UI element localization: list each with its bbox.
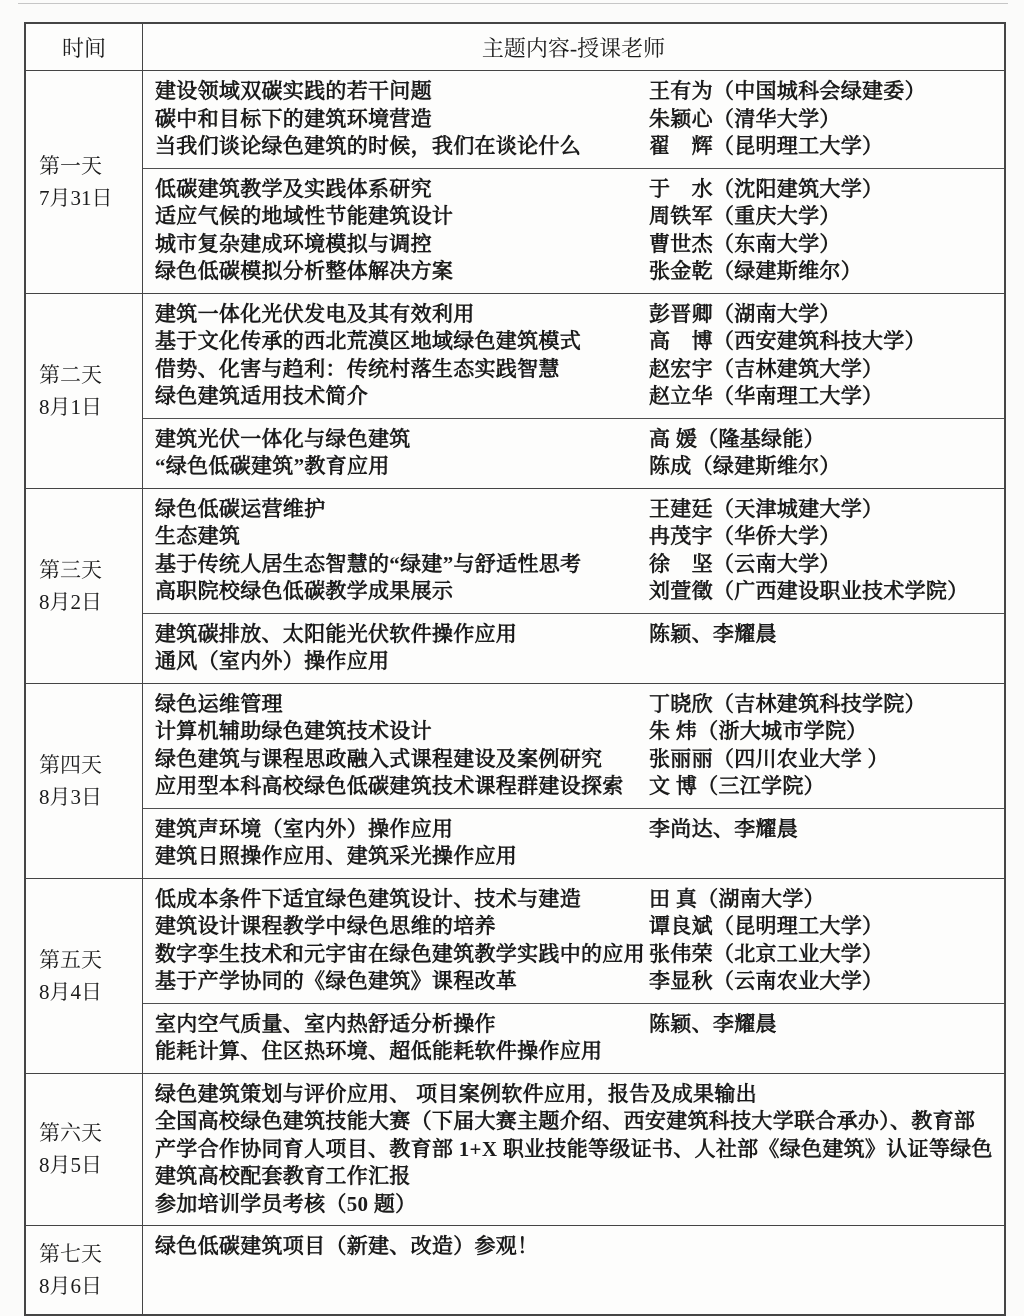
topic-text: 生态建筑 <box>155 524 241 548</box>
topic-text: 低碳建筑教学及实践体系研究 <box>155 176 432 201</box>
day-content <box>143 71 1004 293</box>
day-content <box>143 684 1004 878</box>
schedule-line <box>155 301 994 329</box>
table-header-row <box>26 24 1004 70</box>
session-block <box>143 613 1004 683</box>
session-block <box>143 1226 1004 1268</box>
session-block <box>143 1074 1004 1226</box>
day-date: 8月5日 <box>39 1153 102 1178</box>
topic-text: 应用型本科高校绿色低碳建筑技术课程群建设探索 <box>155 774 624 798</box>
teacher-text: 高 博（西安建筑科技大学） <box>649 329 926 353</box>
day-label <box>26 684 143 878</box>
session-block <box>143 489 1004 613</box>
topic-text: 基于传统人居生态智慧的“绿建”与舒适性思考 <box>155 551 582 576</box>
day-date: 8月2日 <box>39 589 102 614</box>
teacher-text: 张伟荣（北京工业大学） <box>649 941 884 966</box>
teacher-text: 彭晋卿（湖南大学） <box>649 301 841 326</box>
training-schedule-table <box>24 22 1006 1316</box>
day-content <box>143 489 1004 683</box>
topic-text: 建筑声环境（室内外）操作应用 <box>155 816 454 841</box>
day-name: 第三天 <box>39 557 102 582</box>
day-label <box>26 1226 143 1314</box>
teacher-text: 朱颖心（清华大学） <box>649 106 841 131</box>
schedule-line <box>155 453 994 481</box>
schedule-line <box>155 1108 994 1191</box>
schedule-line <box>155 1081 994 1109</box>
schedule-line <box>155 718 994 746</box>
topic-text: 当我们谈论绿色建筑的时候，我们在谈论什么 <box>155 134 581 158</box>
topic-text: 基于产学协同的《绿色建筑》课程改革 <box>155 969 518 993</box>
schedule-line <box>155 106 994 134</box>
teacher-text: 文 博（三江学院） <box>649 774 825 798</box>
session-block <box>143 418 1004 488</box>
topic-text: 参加培训学员考核（50 题） <box>155 1191 417 1216</box>
topic-text: 低成本条件下适宜绿色建筑设计、技术与建造 <box>155 886 581 911</box>
page-top-rule <box>18 3 1008 4</box>
teacher-text: 刘萱徵（广西建设职业技术学院） <box>649 579 969 603</box>
teacher-text: 王有为（中国城科会绿建委） <box>649 79 926 103</box>
day-label <box>26 71 143 293</box>
schedule-line <box>155 176 994 204</box>
schedule-line <box>155 203 994 231</box>
teacher-text: 于 水（沈阳建筑大学） <box>649 176 884 201</box>
session-block <box>143 1003 1004 1073</box>
day-row <box>26 293 1004 488</box>
teacher-text: 王建廷（天津城建大学） <box>649 496 884 521</box>
teacher-text: 翟 辉（昆明理工大学） <box>649 134 884 158</box>
teacher-text: 李显秋（云南农业大学） <box>649 969 884 993</box>
schedule-line <box>155 551 994 579</box>
schedule-line <box>155 913 994 941</box>
schedule-line <box>155 773 994 801</box>
topic-text: 建筑设计课程教学中绿色思维的培养 <box>155 914 496 938</box>
teacher-text: 赵立华（华南理工大学） <box>649 384 884 408</box>
schedule-line <box>155 1233 994 1261</box>
schedule-line <box>155 133 994 161</box>
teacher-text: 徐 坚（云南大学） <box>649 551 841 576</box>
session-block <box>143 684 1004 808</box>
topic-text: 绿色运维管理 <box>155 691 283 716</box>
session-block <box>143 294 1004 418</box>
table-body <box>26 70 1004 1314</box>
day-name: 第一天 <box>39 153 102 178</box>
schedule-line <box>155 1191 994 1219</box>
teacher-text: 赵宏宇（吉林建筑大学） <box>649 356 884 381</box>
topic-text: 高职院校绿色低碳教学成果展示 <box>155 579 454 603</box>
topic-text: 计算机辅助绿色建筑技术设计 <box>155 719 432 743</box>
day-name: 第二天 <box>39 362 102 387</box>
day-row <box>26 488 1004 683</box>
session-block <box>143 168 1004 293</box>
schedule-line <box>155 578 994 606</box>
topic-text: 适应气候的地域性节能建筑设计 <box>155 204 454 228</box>
schedule-line <box>155 843 994 871</box>
day-label <box>26 489 143 683</box>
session-block <box>143 879 1004 1003</box>
topic-text: 碳中和目标下的建筑环境营造 <box>155 106 432 131</box>
topic-text: “绿色低碳建筑”教育应用 <box>155 454 390 478</box>
schedule-line <box>155 941 994 969</box>
topic-text: 建筑一体化光伏发电及其有效利用 <box>155 301 475 326</box>
day-row <box>26 1073 1004 1226</box>
topic-text: 建筑光伏一体化与绿色建筑 <box>155 426 411 451</box>
header-cell-topic-teacher: 主题内容-授课老师 <box>481 35 666 61</box>
teacher-text: 丁晓欣（吉林建筑科技学院） <box>649 691 926 716</box>
day-date: 8月3日 <box>39 784 102 809</box>
day-label <box>26 879 143 1073</box>
day-row <box>26 1225 1004 1314</box>
teacher-text: 张丽丽（四川农业大学 ） <box>649 746 889 771</box>
schedule-line <box>155 78 994 106</box>
session-block <box>143 71 1004 168</box>
schedule-line <box>155 1038 994 1066</box>
day-content <box>143 1226 1004 1314</box>
day-date: 8月6日 <box>39 1274 102 1298</box>
topic-text: 建筑日照操作应用、建筑采光操作应用 <box>155 844 518 868</box>
schedule-line <box>155 621 994 649</box>
day-content <box>143 1074 1004 1226</box>
schedule-line <box>155 523 994 551</box>
topic-text: 通风（室内外）操作应用 <box>155 649 390 673</box>
teacher-text: 李尚达、李耀晨 <box>649 816 799 841</box>
day-name: 第七天 <box>39 1242 102 1266</box>
schedule-line <box>155 968 994 996</box>
topic-text: 绿色低碳建筑项目（新建、改造）参观！ <box>155 1234 539 1258</box>
schedule-line <box>155 426 994 454</box>
schedule-line <box>155 231 994 259</box>
teacher-text: 周铁军（重庆大学） <box>649 204 841 228</box>
topic-text: 数字孪生技术和元宇宙在绿色建筑教学实践中的应用 <box>155 941 645 966</box>
schedule-line <box>155 691 994 719</box>
topic-text: 建设领域双碳实践的若干问题 <box>155 79 432 103</box>
topic-text: 建筑碳排放、太阳能光伏软件操作应用 <box>155 621 518 646</box>
teacher-text: 田 真（湖南大学） <box>649 886 825 911</box>
teacher-text: 高 媛（隆基绿能） <box>649 426 825 451</box>
day-date: 8月1日 <box>39 394 102 419</box>
day-name: 第四天 <box>39 752 102 777</box>
schedule-line <box>155 328 994 356</box>
day-name: 第六天 <box>39 1121 102 1146</box>
topic-text: 全国高校绿色建筑技能大赛（下届大赛主题介绍、西安建筑科技大学联合承办）、教育部产学合作协同育人项目、教育部 1+X 职业技能等级证书、人社部《绿色建筑》认证等绿色建筑高校配套教育工作汇报 <box>155 1109 993 1188</box>
teacher-text: 陈颖、李耀晨 <box>649 621 777 646</box>
schedule-line <box>155 1011 994 1039</box>
day-row <box>26 878 1004 1073</box>
teacher-text: 朱 炜（浙大城市学院） <box>649 719 868 743</box>
teacher-text: 陈颖、李耀晨 <box>649 1011 777 1036</box>
schedule-line <box>155 648 994 676</box>
schedule-line <box>155 746 994 774</box>
topic-text: 绿色建筑策划与评价应用、 项目案例软件应用，报告及成果输出 <box>155 1081 757 1106</box>
topic-text: 室内空气质量、室内热舒适分析操作 <box>155 1011 496 1036</box>
schedule-line <box>155 496 994 524</box>
day-row <box>26 683 1004 878</box>
teacher-text: 谭良斌（昆明理工大学） <box>649 914 884 938</box>
topic-text: 借势、化害与趋利：传统村落生态实践智慧 <box>155 356 560 381</box>
teacher-text: 陈成（绿建斯维尔） <box>649 454 841 478</box>
day-date: 8月4日 <box>39 979 102 1004</box>
teacher-text: 张金乾（绿建斯维尔） <box>649 259 862 283</box>
schedule-line <box>155 356 994 384</box>
schedule-line <box>155 258 994 286</box>
day-name: 第五天 <box>39 947 102 972</box>
topic-text: 绿色低碳运营维护 <box>155 496 326 521</box>
header-cell-time: 时间 <box>26 24 143 70</box>
day-content <box>143 294 1004 488</box>
schedule-line <box>155 383 994 411</box>
topic-text: 基于文化传承的西北荒漠区地域绿色建筑模式 <box>155 329 581 353</box>
schedule-line <box>155 886 994 914</box>
teacher-text: 冉茂宇（华侨大学） <box>649 524 841 548</box>
schedule-line <box>155 816 994 844</box>
topic-text: 能耗计算、住区热环境、超低能耗软件操作应用 <box>155 1039 603 1063</box>
topic-text: 绿色建筑适用技术简介 <box>155 384 368 408</box>
day-date: 7月31日 <box>39 185 113 210</box>
topic-text: 城市复杂建成环境模拟与调控 <box>155 231 432 256</box>
session-block <box>143 808 1004 878</box>
day-content <box>143 879 1004 1073</box>
day-row <box>26 70 1004 293</box>
day-label <box>26 1074 143 1226</box>
topic-text: 绿色低碳模拟分析整体解决方案 <box>155 259 454 283</box>
day-label <box>26 294 143 488</box>
teacher-text: 曹世杰（东南大学） <box>649 231 841 256</box>
topic-text: 绿色建筑与课程思政融入式课程建设及案例研究 <box>155 746 603 771</box>
